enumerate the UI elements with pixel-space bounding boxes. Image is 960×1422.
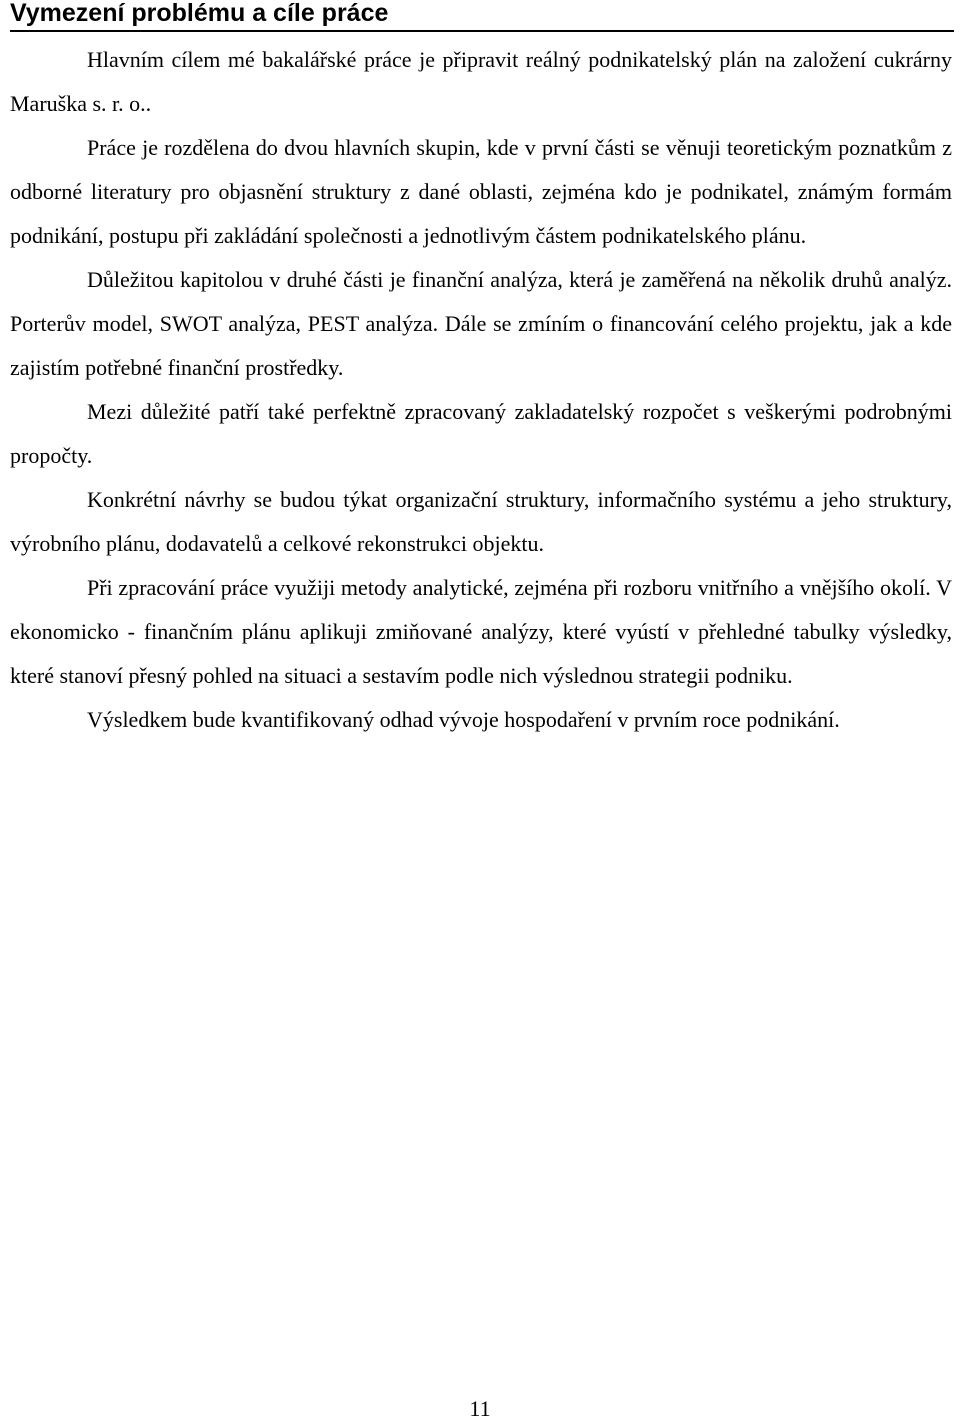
paragraph-result: Výsledkem bude kvantifikovaný odhad vývoje hospodaření v prvním roce podnikání. xyxy=(87,707,840,732)
section-heading: Vymezení problému a cíle práce xyxy=(10,0,954,32)
page-number: 11 xyxy=(469,1396,491,1421)
paragraph-financial-analysis: Důležitou kapitolou v druhé části je finanční analýza, která je zaměřená na několik druhů analýz. Porterův model, SWOT analýza, PEST analýza. Dále se zmíním o financování celého projektu, jak a kde zajistím potřebné finanční prostředky. xyxy=(10,267,952,380)
paragraph-budget: Mezi důležité patří také perfektně zpracovaný zakladatelský rozpočet s veškerými podrobnými propočty. xyxy=(10,399,952,468)
paragraph-structure: Práce je rozdělena do dvou hlavních skupin, kde v první části se věnuji teoretickým poznatkům z odborné literatury pro objasnění struktury z dané oblasti, zejména kdo je podnikatel, známým formám podnikání, postupu při zakládání společnosti a jednotlivým částem podnikatelského plánu. xyxy=(10,135,952,248)
paragraph-proposals: Konkrétní návrhy se budou týkat organizační struktury, informačního systému a jeho struktury, výrobního plánu, dodavatelů a celkové rekonstrukci objektu. xyxy=(10,487,952,556)
paragraph-methods: Při zpracování práce využiji metody analytické, zejména při rozboru vnitřního a vnějšího okolí. V ekonomicko - finančním plánu aplikuji zmiňované analýzy, které vyústí v přehledné tabulky výsledky, které stanoví přesný pohled na situaci a sestavím podle nich výslednou strategii podniku. xyxy=(10,575,952,688)
paragraph-main-goal: Hlavním cílem mé bakalářské práce je připravit reálný podnikatelský plán na založení cukrárny Maruška s. r. o.. xyxy=(10,47,952,116)
body-text xyxy=(10,38,952,742)
